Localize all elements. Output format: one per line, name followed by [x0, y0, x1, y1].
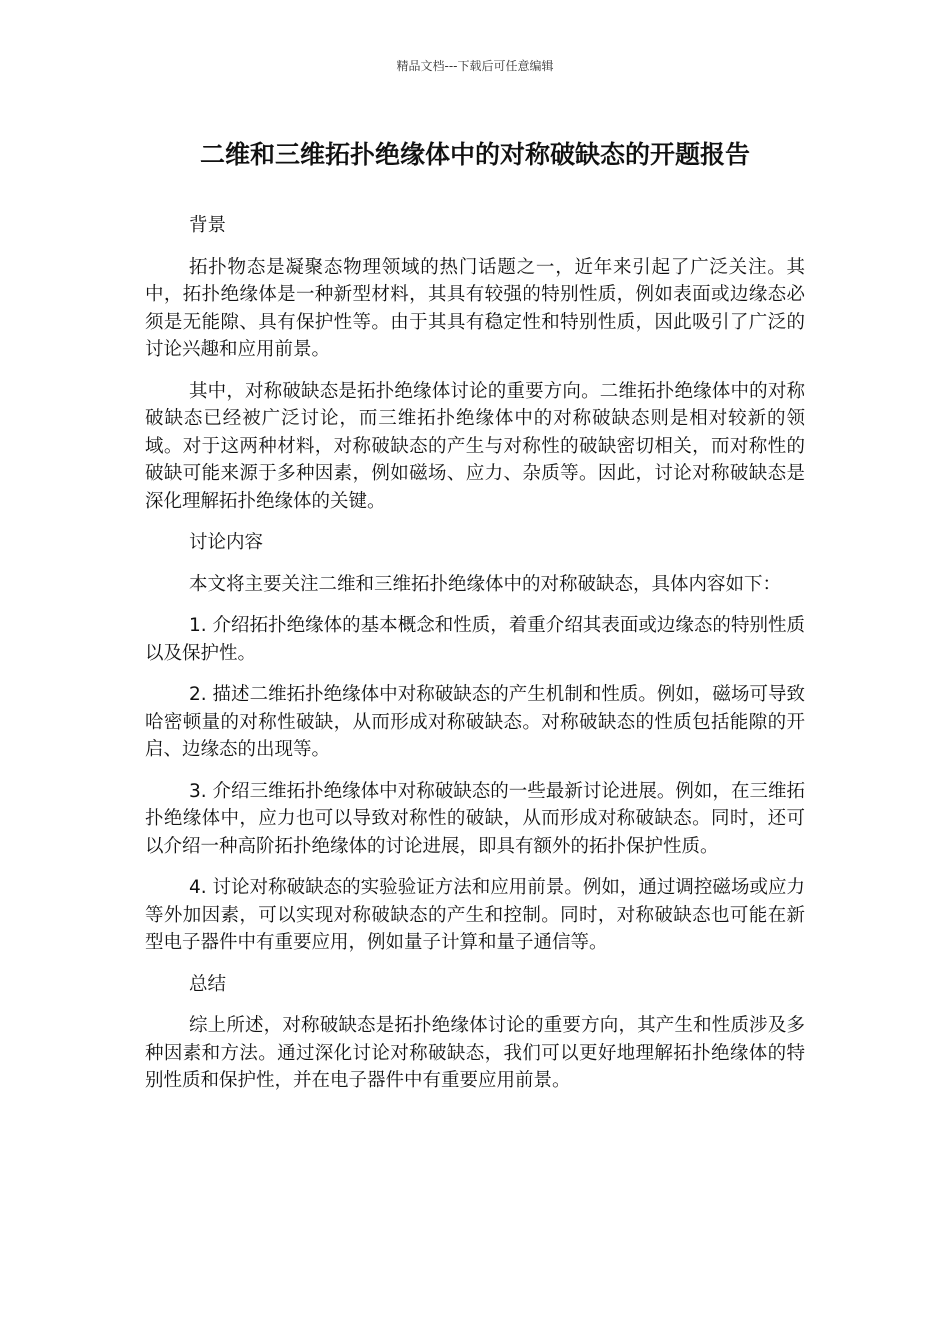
list-item-4: 4. 讨论对称破缺态的实验验证方法和应用前景。例如，通过调控磁场或应力等外加因素，可以实现对称破缺态的产生和控制。同时，对称破缺态也可能在新型电子器件中有重要应用，例如量子计算和量子通信等。: [145, 877, 805, 953]
paragraph-background-1: 拓扑物态是凝聚态物理领域的热门话题之一，近年来引起了广泛关注。其中，拓扑绝缘体是一种新型材料，其具有较强的特别性质，例如表面或边缘态必须是无能隙、具有保护性等。由于其具有稳定性和特别性质，因此吸引了广泛的讨论兴趣和应用前景。: [145, 256, 805, 360]
document-title: 二维和三维拓扑绝缘体中的对称破缺态的开题报告: [199, 140, 750, 169]
list-item-2: 2. 描述二维拓扑绝缘体中对称破缺态的产生机制和性质。例如，磁场可导致哈密顿量的对称性破缺，从而形成对称破缺态。对称破缺态的性质包括能隙的开启、边缘态的出现等。: [145, 684, 805, 760]
list-item-1: 1. 介绍拓扑绝缘体的基本概念和性质，着重介绍其表面或边缘态的特别性质以及保护性。: [145, 615, 805, 664]
page-header-note: 精品文档---下载后可任意编辑: [396, 59, 554, 73]
paragraph-background-2: 其中，对称破缺态是拓扑绝缘体讨论的重要方向。二维拓扑绝缘体中的对称破缺态已经被广泛讨论，而三维拓扑绝缘体中的对称破缺态则是相对较新的领域。对于这两种材料，对称破缺态的产生与对称性的破缺密切相关，而对称性的破缺可能来源于多种因素，例如磁场、应力、杂质等。因此，讨论对称破缺态是深化理解拓扑绝缘体的关键。: [145, 380, 805, 512]
paragraph-summary: 综上所述，对称破缺态是拓扑绝缘体讨论的重要方向，其产生和性质涉及多种因素和方法。通过深化讨论对称破缺态，我们可以更好地理解拓扑绝缘体的特别性质和保护性，并在电子器件中有重要应用前景。: [145, 1015, 805, 1091]
section-heading-background: 背景: [189, 215, 227, 236]
paragraph-content-intro: 本文将主要关注二维和三维拓扑绝缘体中的对称破缺态，具体内容如下：: [189, 573, 782, 595]
section-heading-summary: 总结: [189, 973, 227, 995]
section-heading-content: 讨论内容: [189, 532, 264, 553]
list-item-3: 3. 介绍三维拓扑绝缘体中对称破缺态的一些最新讨论进展。例如，在三维拓扑绝缘体中，应力也可以导致对称性的破缺，从而形成对称破缺态。同时，还可以介绍一种高阶拓扑绝缘体的讨论进展，即具有额外的拓扑保护性质。: [145, 780, 805, 857]
document-body: [145, 212, 805, 1109]
